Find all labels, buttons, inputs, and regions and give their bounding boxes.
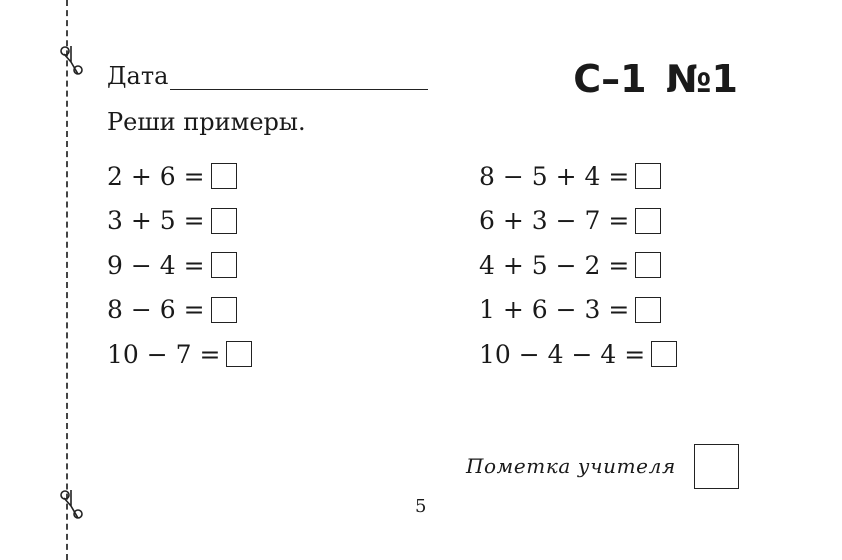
teacher-note-label: Пометка учителя [466, 454, 676, 478]
teacher-mark-box[interactable] [694, 444, 739, 489]
cut-line [66, 0, 68, 560]
exercise-text: 1 + 6 − 3 = [479, 295, 630, 325]
exercise [479, 332, 677, 377]
exercise-text: 8 − 5 + 4 = [479, 161, 630, 191]
exercise-text: 8 − 6 = [107, 295, 205, 325]
exercise [479, 199, 677, 244]
exercise [107, 332, 252, 377]
date-label: Дата [107, 62, 169, 90]
answer-box[interactable] [651, 341, 677, 367]
exercise [479, 154, 677, 199]
answer-box[interactable] [211, 163, 237, 189]
page-number: 5 [415, 496, 427, 517]
exercise-text: 2 + 6 = [107, 161, 205, 191]
answer-box[interactable] [211, 252, 237, 278]
exercise-text: 10 − 4 − 4 = [479, 339, 646, 369]
exercise [107, 243, 252, 288]
instruction: Реши примеры. [107, 108, 306, 136]
exercise-text: 9 − 4 = [107, 250, 205, 280]
date-field[interactable] [170, 63, 428, 90]
answer-box[interactable] [211, 208, 237, 234]
answer-box[interactable] [635, 297, 661, 323]
exercise-column-right [479, 154, 677, 377]
answer-box[interactable] [635, 252, 661, 278]
answer-box[interactable] [635, 208, 661, 234]
exercise-text: 6 + 3 − 7 = [479, 206, 630, 236]
exercise [107, 288, 252, 333]
exercise [107, 199, 252, 244]
date-row [107, 62, 428, 90]
scissors-icon [58, 488, 84, 522]
exercise [479, 243, 677, 288]
task-code: С–1 №1 [573, 57, 738, 101]
exercise-column-left [107, 154, 252, 377]
answer-box[interactable] [211, 297, 237, 323]
exercise-text: 10 − 7 = [107, 339, 221, 369]
exercise-text: 4 + 5 − 2 = [479, 250, 630, 280]
exercise [107, 154, 252, 199]
answer-box[interactable] [226, 341, 252, 367]
scissors-icon [58, 44, 84, 78]
answer-box[interactable] [635, 163, 661, 189]
exercise-text: 3 + 5 = [107, 206, 205, 236]
exercise [479, 288, 677, 333]
